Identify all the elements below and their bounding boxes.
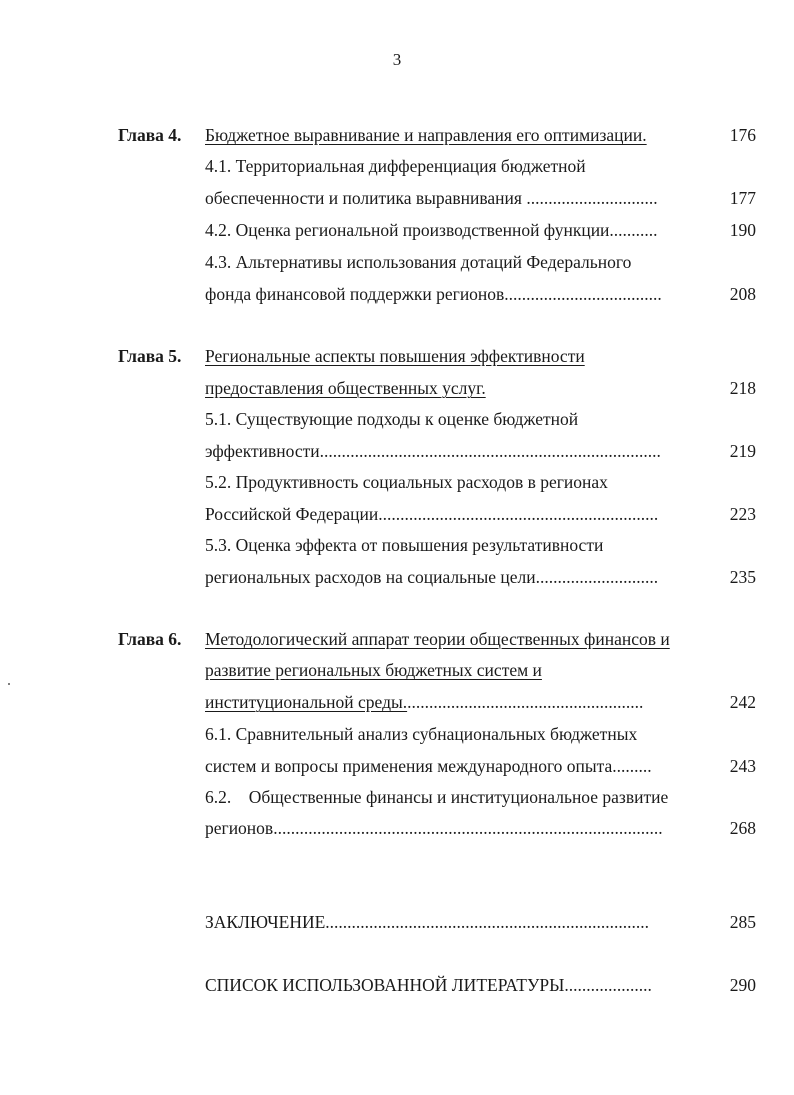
chapter-6-page: 242 (729, 692, 756, 712)
section-5-2-line1: 5.2. Продуктивность социальных расходов в регионах (205, 472, 608, 492)
section-5-2-line2: Российской Федерации................................................................ (205, 504, 659, 524)
section-5-3-page: 235 (729, 567, 756, 587)
section-6-2-line2: регионов......................................................................................... (205, 818, 663, 838)
section-5-1-line1: 5.1. Существующие подходы к оценке бюджетной (205, 409, 579, 429)
chapter-4-title: Бюджетное выравнивание и направления его оптимизации. (205, 125, 647, 145)
section-4-2-page: 190 (729, 220, 756, 240)
chapter-6-title-line3-text: институциональной среды. (205, 692, 408, 712)
conclusion-page: 285 (729, 912, 756, 932)
chapter-5-label: Глава 5. (118, 346, 182, 366)
chapter-6-label: Глава 6. (118, 629, 182, 649)
section-5-1-line2: эффективности.............................................................................. (205, 441, 661, 461)
section-5-3-line1: 5.3. Оценка эффекта от повышения результативности (205, 535, 604, 555)
chapter-6-title-line1: Методологический аппарат теории общественных финансов и (205, 629, 670, 649)
section-4-3-line2: фонда финансовой поддержки регионов.................................... (205, 284, 662, 304)
chapter-4-label: Глава 4. (118, 125, 182, 145)
section-5-3-line2: региональных расходов на социальные цели............................ (205, 567, 659, 587)
section-4-1-page: 177 (729, 188, 756, 208)
scan-speck (8, 683, 10, 685)
chapter-5-page: 218 (729, 378, 756, 398)
section-5-2-page: 223 (729, 504, 756, 524)
chapter-5-title-line2: предоставления общественных услуг. (205, 378, 486, 398)
section-5-1-page: 219 (729, 441, 756, 461)
chapter-5-title-line1: Региональные аспекты повышения эффективности (205, 346, 585, 366)
section-6-1-line2: систем и вопросы применения международного опыта......... (205, 756, 652, 776)
chapter-6-title-line3 (205, 692, 643, 713)
references-entry: СПИСОК ИСПОЛЬЗОВАННОЙ ЛИТЕРАТУРЫ.................... (205, 975, 652, 995)
section-4-2-line1: 4.2. Оценка региональной производственной функции........... (205, 220, 658, 240)
chapter-4-page: 176 (729, 125, 756, 145)
section-6-2-line1: 6.2. Общественные финансы и институциональное развитие (205, 787, 669, 807)
references-page: 290 (729, 975, 756, 995)
section-6-2-page: 268 (729, 818, 756, 838)
section-4-1-line2: обеспеченности и политика выравнивания .............................. (205, 188, 658, 208)
page-number: 3 (392, 50, 402, 69)
section-6-1-line1: 6.1. Сравнительный анализ субнациональных бюджетных (205, 724, 638, 744)
chapter-6-title-line3-dots: ...................................................... (407, 692, 644, 712)
section-4-3-page: 208 (729, 284, 756, 304)
section-4-3-line1: 4.3. Альтернативы использования дотаций Федерального (205, 252, 632, 272)
section-4-1-line1: 4.1. Территориальная дифференциация бюджетной (205, 156, 586, 176)
section-6-1-page: 243 (729, 756, 756, 776)
conclusion-entry: ЗАКЛЮЧЕНИЕ.......................................................................... (205, 912, 650, 932)
chapter-6-title-line2: развитие региональных бюджетных систем и (205, 660, 542, 680)
